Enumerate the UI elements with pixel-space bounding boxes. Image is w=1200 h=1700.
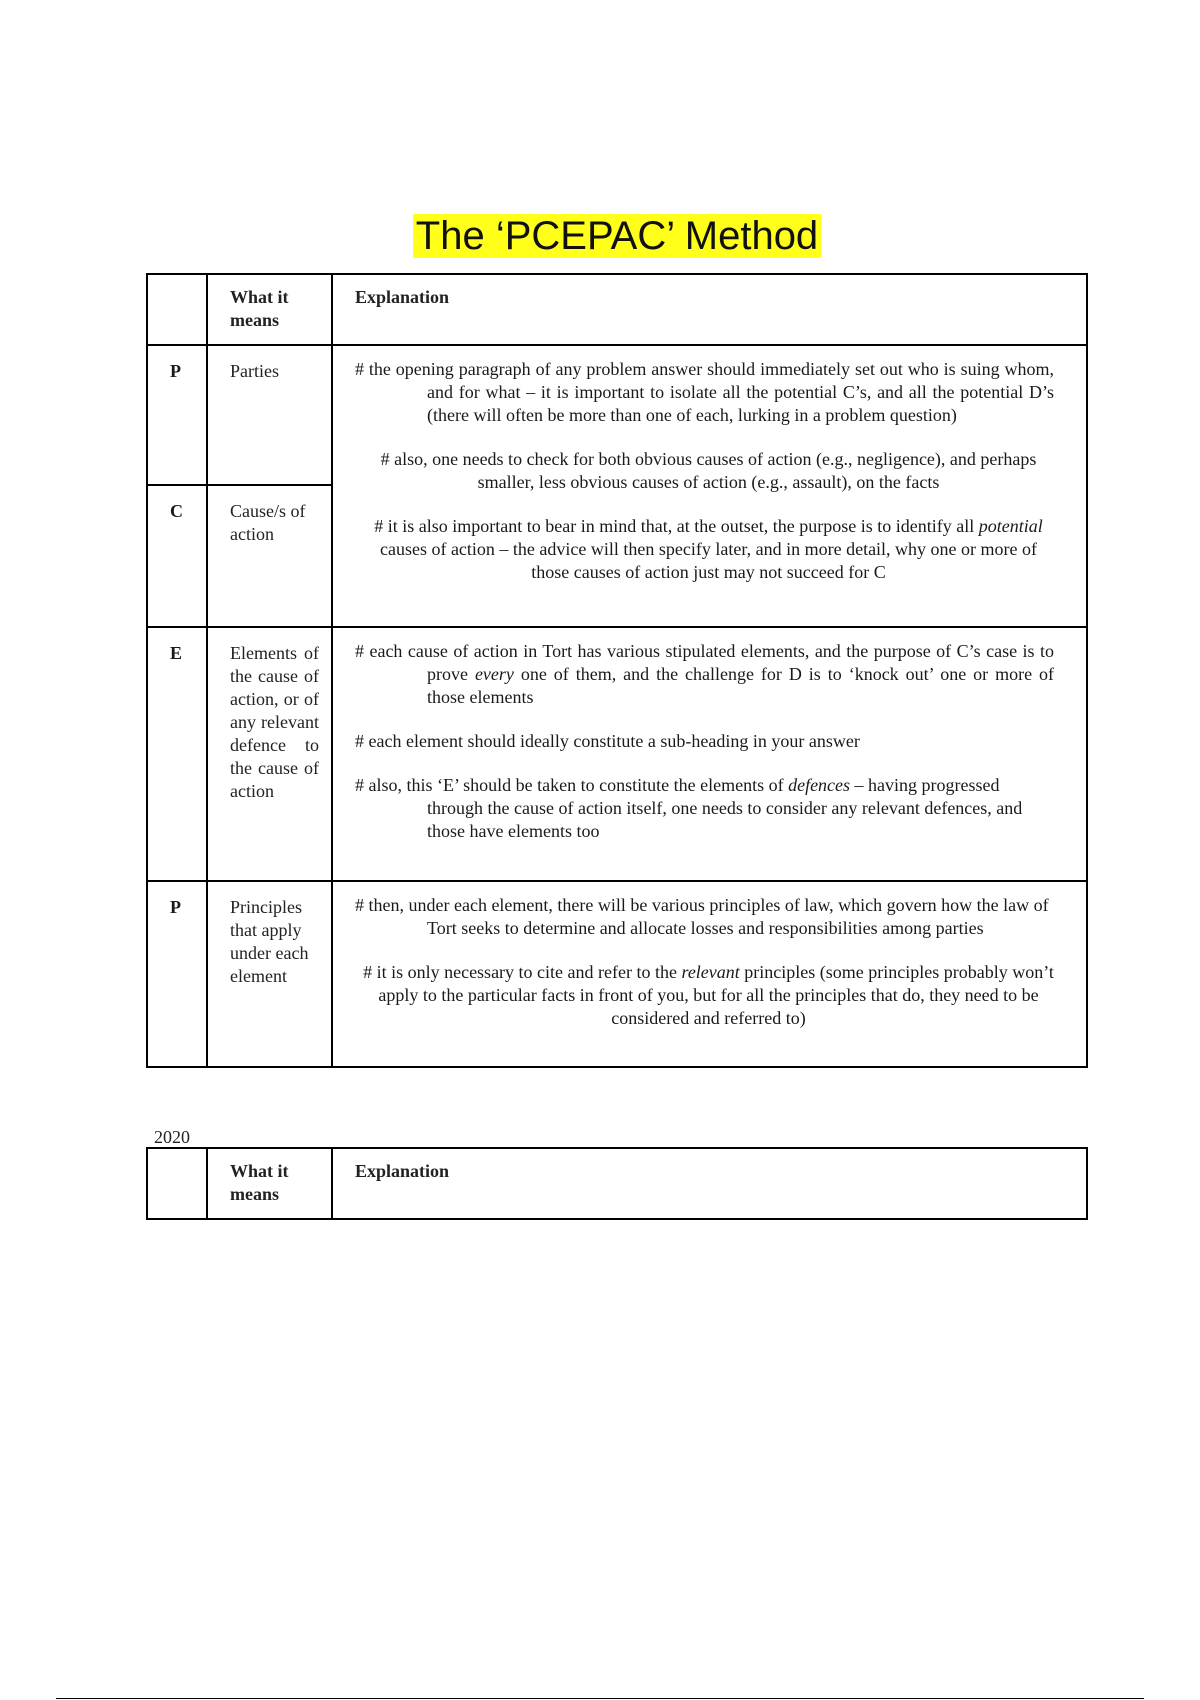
pcepac-table	[146, 273, 1088, 1068]
table-header-row	[147, 1148, 1087, 1219]
page-title-text: The ‘PCEPAC’ Method	[413, 214, 821, 258]
explanation-paragraph	[355, 774, 1054, 843]
second-table	[146, 1147, 1088, 1220]
explanation-paragraph: # the opening paragraph of any problem answer should immediately set out who is suing whom, and for what – it is important to isolate all the potential C’s, and all the potential D’s (there will often be more than one of each, lurking in a problem question)	[355, 359, 1054, 425]
explanation-text: – having progressed through the cause of action itself, one needs to consider any relevant defences, and those have elements too	[427, 775, 1023, 841]
explanation-paragraph: # each element should ideally constitute a sub-heading in your answer	[355, 731, 860, 751]
header-explanation: Explanation	[355, 1161, 450, 1181]
row-meaning: Parties	[230, 361, 279, 381]
explanation-paragraph: # then, under each element, there will be various principles of law, which govern how the law of Tort seeks to determine and allocate losses and responsibilities among parties	[355, 895, 1049, 938]
header-letter-cell	[147, 1148, 207, 1219]
emphasis-text: every	[474, 664, 514, 684]
row-meaning: Elements of the cause of action, or of any relevant defence to the cause of action	[230, 643, 319, 801]
explanation-text: causes of action – the advice will then specify later, and in more detail, why one or more of those causes of action just may not succeed for C	[379, 539, 1038, 582]
explanation-paragraph: # also, one needs to check for both obvious causes of action (e.g., negligence), and perhaps smaller, less obvious causes of action (e.g., assault), on the facts	[380, 449, 1037, 492]
explanation-text: # it is also important to bear in mind that, at the outset, the purpose is to identify all	[374, 516, 975, 536]
footer-divider	[56, 1698, 1144, 1699]
explanation-text: # each cause of action in Tort has various stipulated elements, and the purpose of C’s case is to prove	[355, 641, 1054, 684]
header-explanation-cell	[332, 1148, 1087, 1219]
explanation-text: principles (some principles probably won’t apply to the particular facts in front of you, but for all the principles that do, they need to be considered and referred to)	[378, 962, 1054, 1028]
explanation-paragraph	[355, 640, 1054, 709]
row-letter: C	[170, 501, 183, 521]
row-letter-cell	[147, 881, 207, 1067]
header-explanation-cell	[332, 274, 1087, 345]
row-explanation-cell	[332, 345, 1087, 627]
row-letter-cell	[147, 485, 207, 627]
row-meaning-cell	[207, 485, 332, 627]
row-meaning-cell	[207, 881, 332, 1067]
emphasis-text: defences	[788, 775, 851, 795]
explanation-paragraph	[363, 515, 1054, 584]
header-means: What it means	[230, 1161, 289, 1204]
explanation-text: # it is only necessary to cite and refer to the	[363, 962, 677, 982]
explanation-paragraph	[363, 961, 1054, 1030]
header-letter-cell	[147, 274, 207, 345]
header-means-cell	[207, 1148, 332, 1219]
header-explanation: Explanation	[355, 287, 450, 307]
row-meaning: Cause/s of action	[230, 501, 306, 544]
row-letter: P	[170, 897, 181, 917]
row-explanation-cell	[332, 627, 1087, 881]
row-letter-cell	[147, 345, 207, 485]
table-header-row	[147, 274, 1087, 345]
table-row-elements	[147, 627, 1087, 881]
explanation-text: # also, this ‘E’ should be taken to constitute the elements of	[355, 775, 784, 795]
row-explanation-cell	[332, 881, 1087, 1067]
row-letter: E	[170, 643, 183, 663]
emphasis-text: relevant	[681, 962, 740, 982]
header-means: What it means	[230, 287, 289, 330]
explanation-text: one of them, and the challenge for D is to ‘knock out’ one or more of those elements	[427, 664, 1055, 707]
page-title	[0, 214, 1200, 259]
row-meaning: Principles that apply under each element	[230, 897, 309, 986]
header-means-cell	[207, 274, 332, 345]
row-meaning-cell	[207, 627, 332, 881]
row-meaning-cell	[207, 345, 332, 485]
row-letter-cell	[147, 627, 207, 881]
table-row-parties	[147, 345, 1087, 485]
row-letter: P	[170, 361, 181, 381]
emphasis-text: potential	[978, 516, 1043, 536]
year-label: 2020	[154, 1127, 190, 1147]
table-row-principles	[147, 881, 1087, 1067]
